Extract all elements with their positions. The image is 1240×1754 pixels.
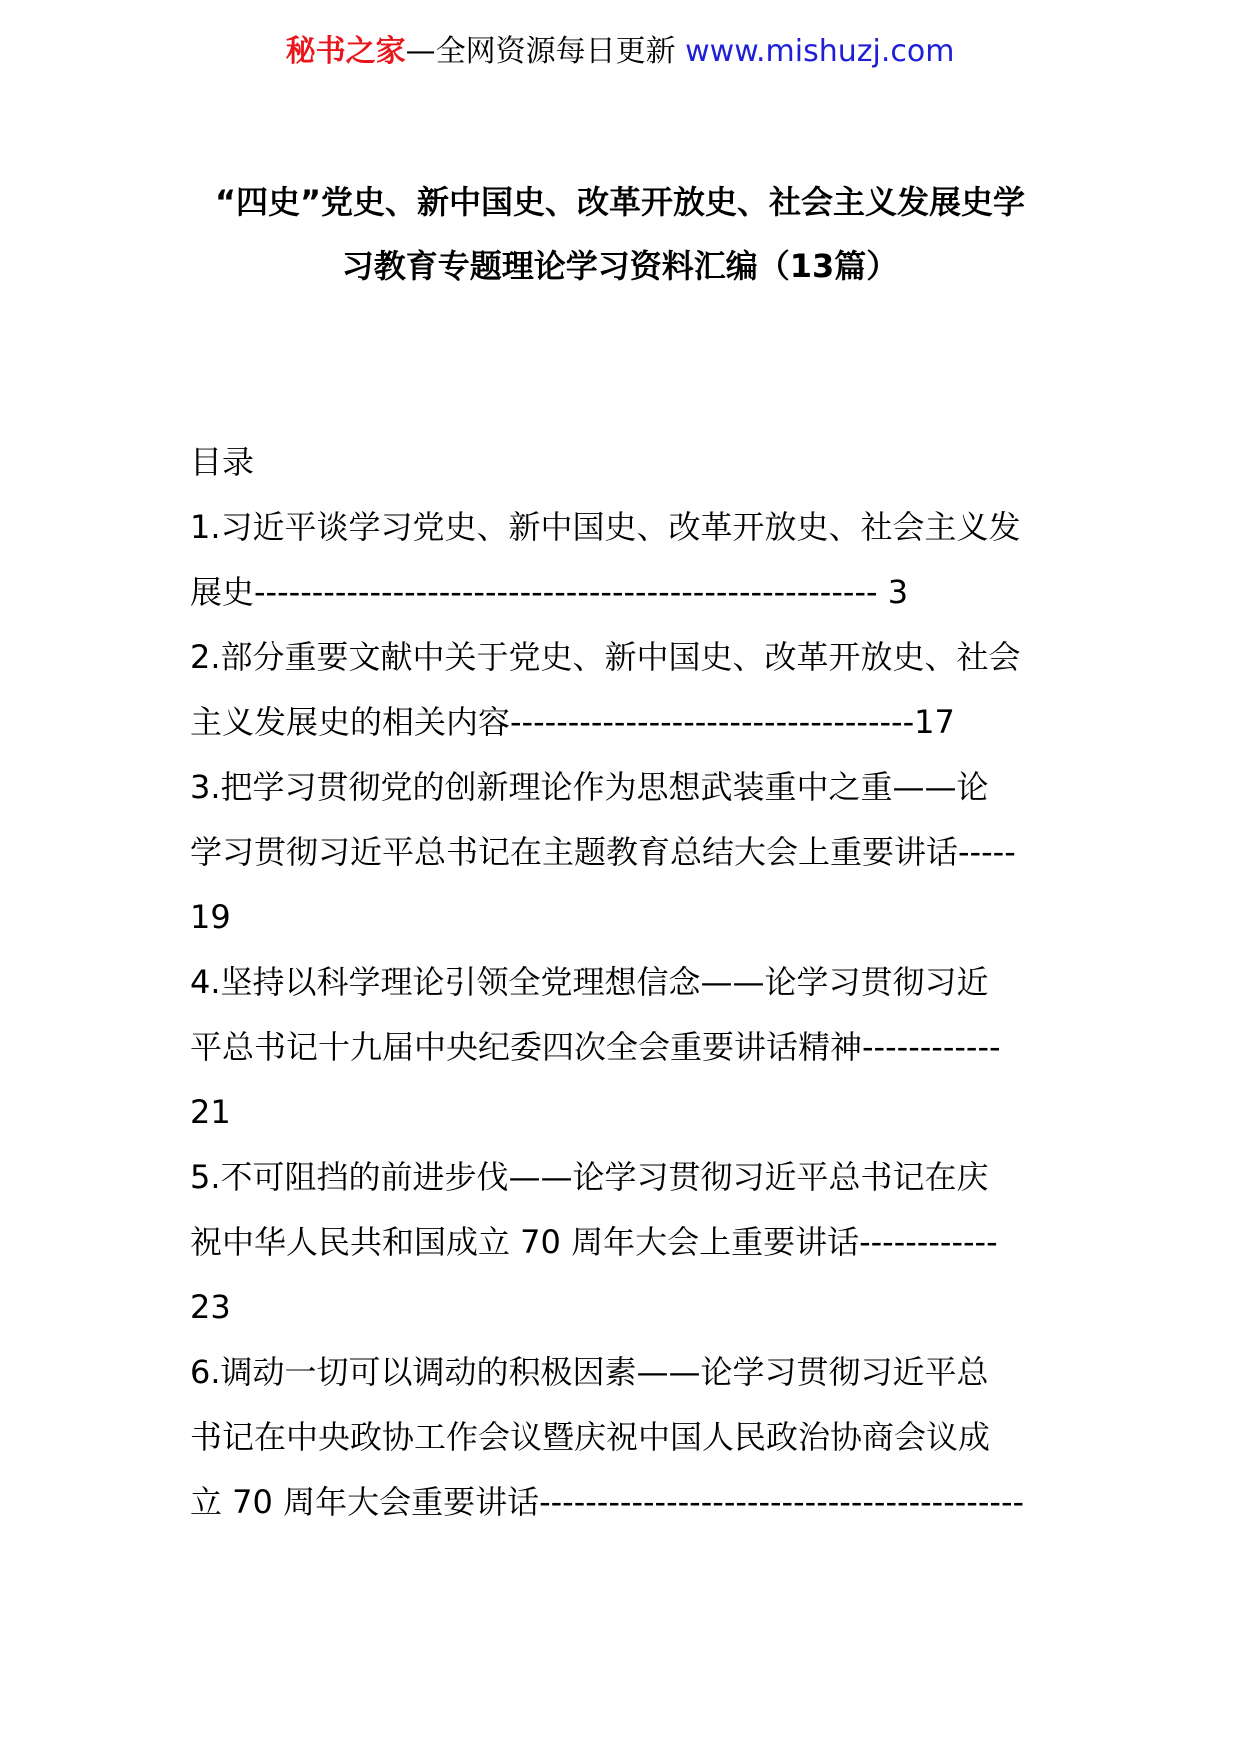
- toc-entry-line: 主义发展史的相关内容-----------------------------------17: [190, 703, 955, 741]
- toc-entry-page: 23: [190, 1288, 231, 1326]
- toc-entry-line: 平总书记十九届中央纪委四次全会重要讲话精神------------: [190, 1028, 1001, 1066]
- title-line: “四史”党史、新中国史、改革开放史、社会主义发展史学: [214, 183, 1026, 221]
- title-line: 习教育专题理论学习资料汇编（13篇）: [341, 247, 899, 285]
- toc-entry-line: 6.调动一切可以调动的积极因素——论学习贯彻习近平总: [190, 1353, 989, 1391]
- toc-entry-line: 书记在中央政协工作会议暨庆祝中国人民政治协商会议成: [190, 1418, 991, 1456]
- toc-entry-line: 立 70 周年大会重要讲话------------------------------------------: [190, 1483, 1025, 1521]
- toc-entry[interactable]: [190, 950, 1060, 1145]
- toc-entry-line: 4.坚持以科学理论引领全党理想信念——论学习贯彻习近: [190, 963, 989, 1001]
- toc-entry-line: 展史------------------------------------------------------ 3: [190, 573, 909, 611]
- toc-entry[interactable]: [190, 495, 1060, 625]
- toc-entry[interactable]: [190, 625, 1060, 755]
- toc-entry-line: 祝中华人民共和国成立 70 周年大会上重要讲话------------: [190, 1223, 998, 1261]
- toc-entry[interactable]: [190, 755, 1060, 950]
- toc-entry-line: 1.习近平谈学习党史、新中国史、改革开放史、社会主义发: [190, 508, 1021, 546]
- toc-entry-line: 2.部分重要文献中关于党史、新中国史、改革开放史、社会: [190, 638, 1021, 676]
- toc-heading: 目录: [190, 443, 255, 481]
- table-of-contents: [190, 430, 1060, 1535]
- toc-entry[interactable]: [190, 1145, 1060, 1340]
- site-url-link[interactable]: www.mishuzj.com: [685, 34, 955, 69]
- site-header: [0, 30, 1240, 74]
- toc-entry-line: 3.把学习贯彻党的创新理论作为思想武装重中之重——论: [190, 768, 989, 806]
- toc-entry-page: 19: [190, 898, 231, 936]
- site-slogan: —全网资源每日更新: [405, 34, 686, 69]
- document-title: [180, 170, 1060, 298]
- toc-entry-page: 21: [190, 1093, 231, 1131]
- toc-entry[interactable]: [190, 1340, 1060, 1535]
- site-brand: 秘书之家: [285, 34, 406, 69]
- toc-entry-line: 5.不可阻挡的前进步伐——论学习贯彻习近平总书记在庆: [190, 1158, 989, 1196]
- toc-entry-line: 学习贯彻习近平总书记在主题教育总结大会上重要讲话-----: [190, 833, 1016, 871]
